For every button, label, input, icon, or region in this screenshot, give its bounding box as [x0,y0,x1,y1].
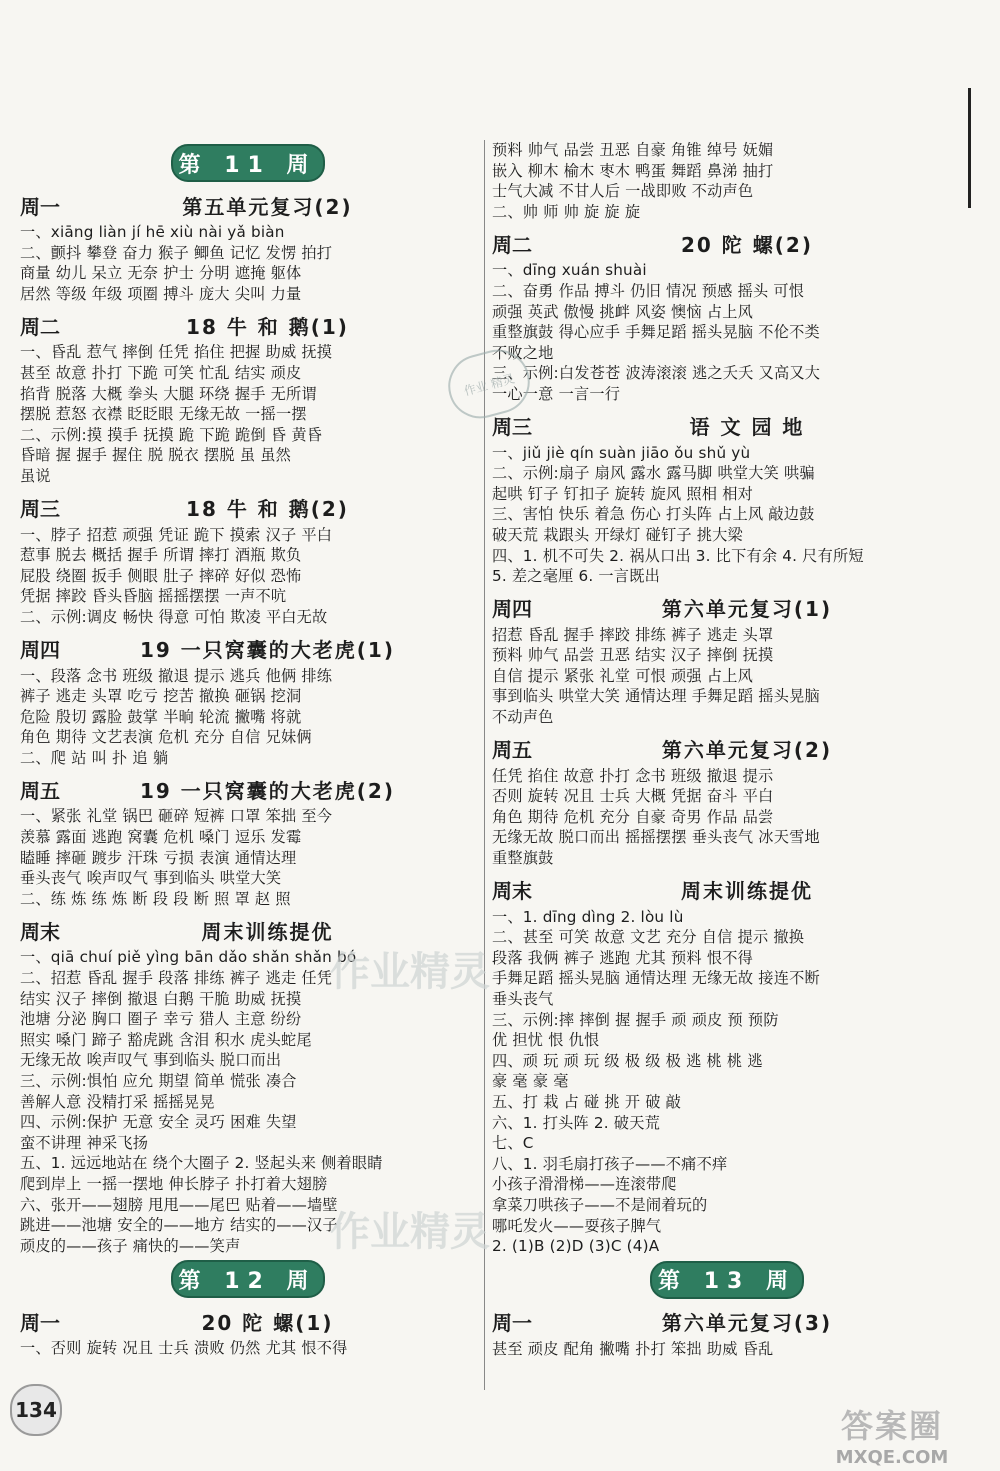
section-header [492,591,962,625]
answer-line: 凭据 摔跤 昏头昏脑 摇摇摆摆 一声不吭 [20,587,287,606]
answer-line: 一、否则 旋转 况且 士兵 溃败 仍然 尤其 恨不得 [20,1339,348,1358]
section-day: 周四 [20,638,60,662]
section-day: 周五 [492,738,532,763]
answer-line: 虽说 [20,466,51,485]
answer-line: 居然 等级 年级 项圈 搏斗 庞大 尖叫 力量 [20,284,302,303]
answer-line: 二、爬 站 叫 扑 追 躺 [20,748,169,767]
section-title: 第六单元复习(3) [661,1311,833,1336]
answer-line: 昏暗 握 握手 握住 脱 脱衣 摆脱 虽 虽然 [20,446,292,465]
answer-line: 二、颤抖 攀登 奋力 猴子 鲫鱼 记忆 发愣 拍打 [20,243,333,262]
site-logo [804,1404,980,1468]
answer-line: 一、昏乱 惹气 摔倒 任凭 掐住 把握 助威 抚摸 [20,343,333,362]
section-header [20,772,475,806]
answer-line: 二、帅 师 帅 旋 旋 旋 [492,202,641,221]
answer-line: 甚至 顽皮 配角 撇嘴 扑打 笨拙 助威 昏乱 [492,1339,774,1358]
section-header [492,226,962,260]
answer-line: 5. 差之毫厘 6. 一言既出 [492,567,660,586]
section-title: 20 陀 螺(1) [201,1310,334,1335]
watermark-text-2: 作业精灵 [330,1209,490,1255]
section-header [492,1305,962,1339]
answer-line: 二、甚至 可笑 故意 文艺 充分 自信 提示 撤换 [492,928,805,947]
section-header [20,308,475,342]
page-number: 134 [10,1384,62,1436]
answer-line: 二、奋勇 作品 搏斗 仍旧 情况 预感 摇头 可恨 [492,281,805,300]
section-title: 第六单元复习(2) [661,738,833,763]
answer-line: 垂头丧气 唉声叹气 事到临头 哄堂大笑 [20,869,282,888]
answer-line: 士气大减 不甘人后 一战即败 不动声色 [492,182,754,201]
section-header [492,732,962,766]
answer-line: 预料 帅气 品尝 丑恶 结实 汉子 摔倒 抚摸 [492,646,774,665]
answer-line: 跳进——池塘 安全的——地方 结实的——汉子 [20,1216,338,1235]
section-title: 20 陀 螺(2) [681,232,813,257]
section-title: 19 一只窝囊的大老虎(2) [140,778,395,803]
answer-line: 任凭 掐住 故意 扑打 念书 班级 撤退 提示 [492,766,774,785]
answer-line: 四、顽 玩 顽 玩 级 极 级 极 逃 桃 桃 逃 [492,1051,763,1070]
section-header [492,873,962,907]
answer-line: 角色 期待 文艺表演 危机 充分 自信 兄妹俩 [20,728,312,747]
answer-line: 五、打 栽 占 碰 挑 开 破 敲 [492,1092,682,1111]
answer-line: 段落 我俩 裤子 逃跑 尤其 预料 恨不得 [492,948,753,967]
answer-line: 惹事 脱去 概括 握手 所谓 摔打 酒瓶 欺负 [20,546,302,565]
answer-line: 裤子 逃走 头罩 吃亏 挖苦 撤换 砸锅 挖洞 [20,687,302,706]
section-day: 周一 [20,194,60,219]
answer-line: 二、练 炼 练 炼 断 段 段 断 照 罩 赵 照 [20,889,291,908]
answer-line: 善解人意 没精打采 摇摇晃晃 [20,1092,215,1111]
section-day: 周三 [20,497,60,522]
answer-line: 一、xiāng liàn jí hē xiù nài yǎ biàn [20,223,285,241]
week-badge: 第 11 周 [171,144,325,182]
section-title: 语 文 园 地 [689,415,805,440]
answer-line: 不动声色 [492,708,554,727]
section-header [20,491,475,525]
answer-line: 二、示例:摸 摸手 抚摸 跪 下跪 跪倒 昏 黄昏 [20,425,323,444]
answer-line: 一、紧张 礼堂 锅巴 砸碎 短裤 口罩 笨拙 至今 [20,807,333,826]
section-header [20,632,475,666]
answer-line: 五、1. 远远地站在 绕个大圈子 2. 竖起头来 侧着眼睛 [20,1154,383,1173]
answer-line: 一、脖子 招惹 顽强 凭证 跪下 摸索 汉子 平白 [20,525,333,544]
section-title: 周末训练提优 [201,919,334,944]
answer-line: 手舞足蹈 摇头晃脑 通情达理 无缘无故 接连不断 [492,969,820,988]
section-header [492,409,962,443]
page-edge-mark [968,88,971,208]
answer-line: 六、张开——翅膀 甩甩——尾巴 贴着——墙壁 [20,1195,338,1214]
answer-line: 羡慕 露面 逃跑 窝囊 危机 嗓门 逗乐 发霉 [20,828,302,847]
answer-line: 自信 提示 紧张 礼堂 可恨 顽强 占上风 [492,666,753,685]
answer-line: 预料 帅气 品尝 丑恶 自豪 角锥 绰号 妩媚 [492,141,774,159]
answer-line: 垂头丧气 [492,990,554,1008]
answer-line: 无缘无故 唉声叹气 事到临头 脱口而出 [20,1051,282,1070]
answer-line: 七、C [492,1134,534,1153]
section-title: 19 一只窝囊的大老虎(1) [140,638,395,662]
answer-line: 豪 毫 豪 毫 [492,1072,569,1091]
answer-line: 拿菜刀哄孩子——不是闹着玩的 [492,1195,708,1214]
answer-line: 二、示例:扇子 扇风 露水 露马脚 哄堂大笑 哄骗 [492,464,815,483]
answer-line: 起哄 钉子 钉扣子 旋转 旋风 照相 相对 [492,484,753,503]
answer-line: 三、示例:白发苍苍 波涛滚滚 逃之夭夭 又高又大 [492,364,821,383]
answer-line: 嵌入 柳木 榆木 枣木 鸭蛋 舞蹈 鼻涕 抽打 [492,161,774,180]
answer-line: 重整旗鼓 得心应手 手舞足蹈 摇头晃脑 不伦不类 [492,323,820,342]
section-day: 周五 [20,778,60,803]
answer-line: 小孩子滑滑梯——连滚带爬 [492,1175,677,1194]
answer-line: 爬到岸上 一摇一摆地 伸长脖子 扑打着大翅膀 [20,1174,328,1193]
section-header [20,1304,475,1338]
answer-line: 2. (1)B (2)D (3)C (4)A [492,1237,660,1256]
answer-line: 顽强 英武 傲慢 挑衅 风姿 懊恼 占上风 [492,302,753,321]
answer-line: 结实 汉子 摔倒 撤退 白鹅 干脆 助威 抚摸 [20,989,302,1008]
week-badge: 第 12 周 [171,1260,325,1298]
section-title: 18 牛 和 鹅(2) [186,497,349,522]
answer-line: 顽皮的——孩子 痛快的——笑声 [20,1236,241,1255]
answer-line: 一、1. dīng dìng 2. lòu lù [492,907,684,926]
section-title: 第六单元复习(1) [661,597,833,622]
answer-line: 一、段落 念书 班级 撤退 提示 逃兵 他俩 排练 [20,666,333,685]
right-column [492,140,962,1359]
answer-line: 一、jiǔ jiè qín suàn jiāo ǒu shǔ yù [492,443,751,462]
left-column [20,140,475,1359]
answer-line: 三、害怕 快乐 着急 伤心 打头阵 占上风 敲边鼓 [492,505,815,524]
answer-line: 优 担忧 恨 仇恨 [492,1031,600,1050]
watermark-text-1: 作业精灵 [330,949,490,995]
answer-line: 蛮不讲理 神采飞扬 [20,1133,149,1152]
answer-line: 四、示例:保护 无意 安全 灵巧 困难 失望 [20,1113,297,1132]
answer-line: 否则 旋转 况且 士兵 大概 凭据 奋斗 平白 [492,787,774,806]
answer-line: 瞌睡 摔砸 踱步 汗珠 亏损 表演 通情达理 [20,848,297,867]
answer-line: 危险 殷切 露脸 鼓掌 半晌 轮流 撇嘴 将就 [20,707,302,726]
answer-line: 哪吒发火——耍孩子脾气 [492,1216,662,1235]
answer-line: 商量 幼儿 呆立 无奈 护士 分明 遮掩 躯体 [20,264,302,283]
answer-line: 三、示例:惧怕 应允 期望 简单 慌张 凑合 [20,1072,297,1090]
answer-line: 一、dīng xuán shuài [492,261,647,280]
section-title: 18 牛 和 鹅(1) [186,314,349,339]
section-day: 周一 [492,1311,532,1336]
answer-line: 掐背 脱落 大概 拳头 大腿 环绕 握手 无所谓 [20,384,317,403]
answer-line: 角色 期待 危机 充分 自豪 奇男 作品 品尝 [492,807,774,826]
section-title: 周末训练提优 [681,879,813,904]
section-day: 周一 [20,1310,60,1335]
answer-line: 一、qiā chuí piě yìng bān dǎo shǎn shǎn bó [20,948,357,967]
logo-sub-text: MXQE.COM [835,1446,949,1468]
logo-main-text: 答案圈 [840,1406,943,1445]
answer-line: 照实 嗓门 蹄子 豁虎跳 含泪 积水 虎头蛇尾 [20,1030,312,1049]
answer-line: 甚至 故意 扑打 下跪 可笑 忙乱 结实 顽皮 [20,363,302,382]
section-day: 周末 [492,879,532,904]
section-day: 周二 [492,232,532,257]
section-day: 周末 [20,919,60,944]
answer-line: 重整旗鼓 [492,849,554,868]
answer-line: 摆脱 惹怒 衣襟 眨眨眼 无缘无故 一摇一摆 [20,405,307,424]
answer-line: 事到临头 哄堂大笑 通情达理 手舞足蹈 摇头晃脑 [492,687,820,706]
watermark-stamp: 作业 精灵 [441,342,537,425]
answer-line: 屁股 绕圈 扳手 侧眼 肚子 摔碎 好似 恐怖 [20,566,302,585]
answer-line: 招惹 昏乱 握手 摔跤 排练 裤子 逃走 头罩 [492,625,774,644]
answer-line: 一心一意 一言一行 [492,384,621,403]
answer-line: 六、1. 打头阵 2. 破天荒 [492,1113,660,1132]
section-day: 周三 [492,415,532,440]
answer-line: 无缘无故 脱口而出 摇摇摆摆 垂头丧气 冰天雪地 [492,828,820,847]
section-header [20,188,475,222]
answer-line: 八、1. 羽毛扇打孩子——不痛不痒 [492,1154,728,1173]
section-day: 周二 [20,314,60,339]
week-badge: 第 13 周 [650,1261,804,1299]
answer-line: 四、1. 机不可失 2. 祸从口出 3. 比下有余 4. 尺有所短 [492,546,864,565]
answer-line: 二、招惹 昏乱 握手 段落 排练 裤子 逃走 任凭 [20,969,333,988]
answer-line: 不败之地 [492,343,554,362]
answer-line: 池塘 分泌 胸口 圈子 幸亏 猎人 主意 纷纷 [20,1010,302,1029]
section-day: 周四 [492,597,532,622]
answer-line: 破天荒 栽跟头 开绿灯 碰钉子 挑大梁 [492,525,743,544]
section-title: 第五单元复习(2) [182,194,353,219]
answer-line: 三、示例:摔 摔倒 握 握手 顽 顽皮 预 预防 [492,1010,779,1029]
answer-line: 二、示例:调皮 畅快 得意 可怕 欺凌 平白无故 [20,607,328,626]
